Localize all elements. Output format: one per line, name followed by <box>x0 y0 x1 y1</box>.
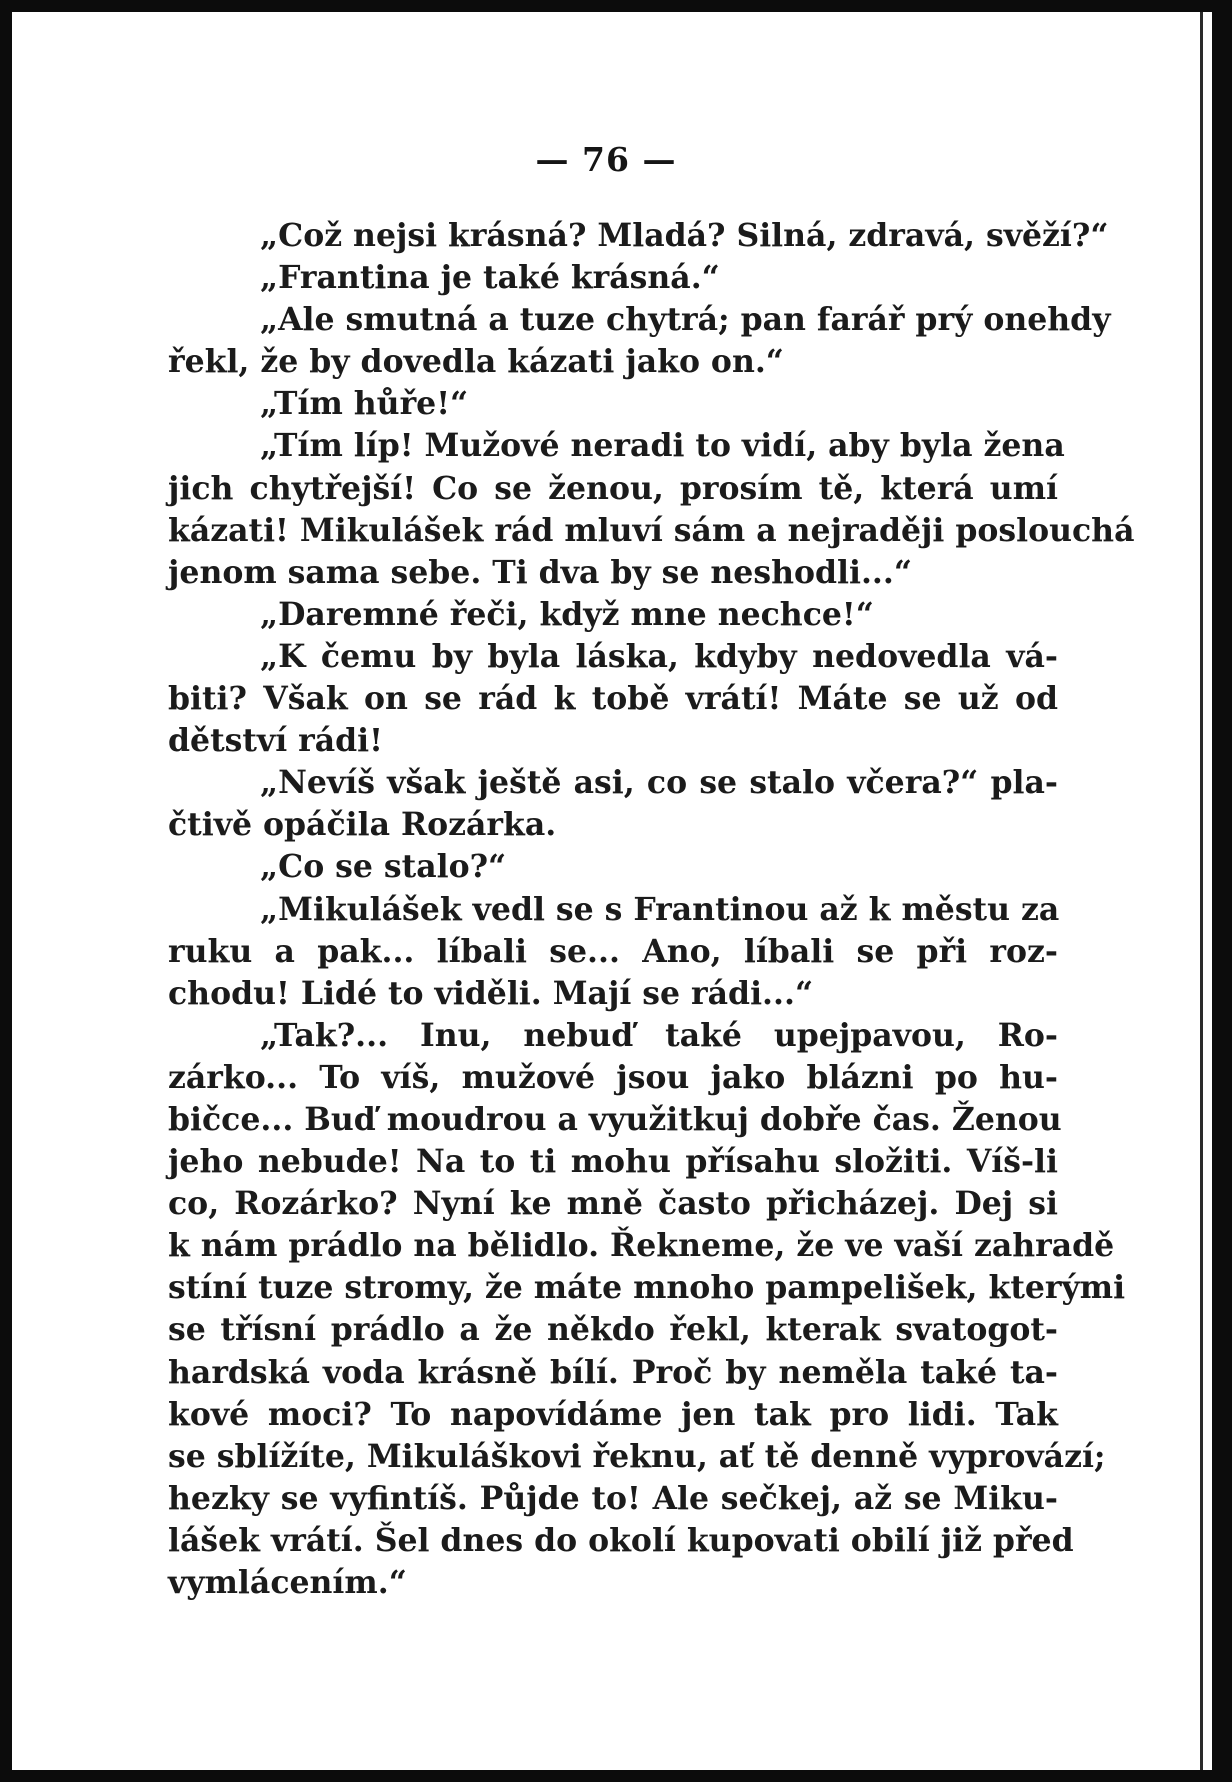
text-line: vymlácením.“ <box>168 1564 407 1601</box>
text-line: zárko... To víš, mužové jsou jako blázni po hu- <box>168 1058 1058 1096</box>
body-text <box>168 215 1135 1604</box>
text-line: k nám prádlo na bělidlo. Řekneme, že ve vaší zahradě <box>168 1227 1115 1265</box>
text-line: kázati! Mikulášek rád mluví sám a nejraději poslouchá <box>168 511 1135 549</box>
page-number: — 76 — <box>535 140 677 179</box>
text-line: „Což nejsi krásná? Mladá? Silná, zdravá, svěží?“ <box>260 217 1109 254</box>
text-line: biti? Však on se rád k tobě vrátí! Máte se už od <box>168 680 1058 718</box>
text-line: stíní tuze stromy, že máte mnoho pampelišek, kterými <box>168 1269 1126 1307</box>
text-line: bičce... Buď moudrou a využitkuj dobře čas. Ženou <box>168 1100 1062 1138</box>
text-line: „Tím líp! Mužové neradi to vidí, aby byla žena <box>260 427 1065 465</box>
text-line: „Nevíš však ještě asi, co se stalo včera?“ pla- <box>260 764 1058 802</box>
text-line: ruku a pak... líbali se... Ano, líbali se při roz- <box>168 932 1058 970</box>
text-line: čtivě opáčila Rozárka. <box>168 806 557 844</box>
text-line: „Tak?... Inu, nebuď také upejpavou, Ro- <box>260 1016 1058 1054</box>
text-line: se třísní prádlo a že někdo řekl, kterak svatogot- <box>168 1311 1058 1349</box>
page-edge-line <box>1200 12 1203 1770</box>
text-line: chodu! Lidé to viděli. Mají se rádi...“ <box>168 974 814 1012</box>
text-line: kové moci? To napovídáme jen tak pro lidi. Tak <box>168 1395 1058 1433</box>
text-line: hardská voda krásně bílí. Proč by neměla také ta- <box>168 1353 1058 1391</box>
text-line: jich chytřejší! Co se ženou, prosím tě, která umí <box>168 469 1058 507</box>
text-line: „Co se stalo?“ <box>260 848 507 886</box>
text-line: „Daremné řeči, když mne nechce!“ <box>260 595 874 633</box>
text-line: „Frantina je také krásná.“ <box>260 259 720 297</box>
text-line: „Tím hůře!“ <box>260 385 469 423</box>
text-line: dětství rádi! <box>168 722 383 760</box>
text-line: řekl, že by dovedla kázati jako on.“ <box>168 343 784 381</box>
text-line: „Ale smutná a tuze chytrá; pan farář prý onehdy <box>260 301 1111 339</box>
text-line: jenom sama sebe. Ti dva by se neshodli...“ <box>168 553 912 591</box>
text-line: jeho nebude! Na to ti mohu přísahu složiti. Víš-li <box>168 1143 1058 1181</box>
text-line: lášek vrátí. Šel dnes do okolí kupovati obilí již před <box>168 1521 1074 1559</box>
text-line: „Mikulášek vedl se s Frantinou až k městu za <box>260 890 1060 928</box>
text-line: se sblížíte, Mikuláškovi řeknu, ať tě denně vyprovází; <box>168 1437 1106 1475</box>
text-line: „K čemu by byla láska, kdyby nedovedla vá- <box>260 637 1058 675</box>
text-line: co, Rozárko? Nyní ke mně často přicházej. Dej si <box>168 1185 1058 1223</box>
text-line: hezky se vyfintíš. Půjde to! Ale sečkej, až se Miku- <box>168 1479 1058 1517</box>
